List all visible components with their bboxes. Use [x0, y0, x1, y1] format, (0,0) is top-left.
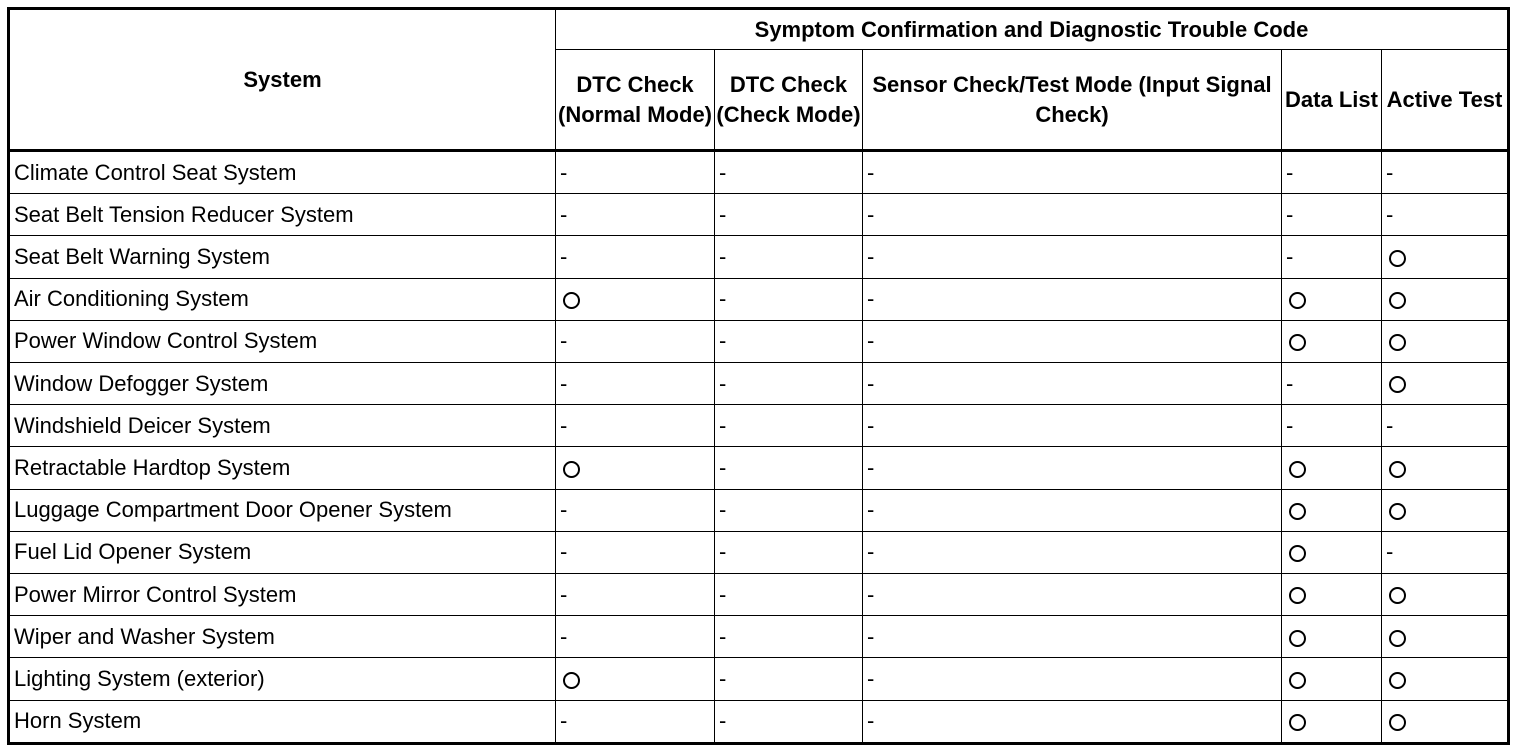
- cell-data-list: [1282, 320, 1382, 362]
- dash-mark: -: [1286, 244, 1294, 269]
- cell-sensor-check: [863, 616, 1282, 658]
- dash-mark: -: [719, 370, 727, 396]
- cell-dtc-normal: [556, 363, 715, 405]
- cell-dtc-check: [715, 363, 863, 405]
- dash-mark: -: [1286, 201, 1294, 227]
- cell-active-test: [1382, 700, 1509, 743]
- table-row: [9, 616, 1509, 658]
- table-row: [9, 574, 1509, 616]
- circle-mark-icon: [563, 292, 580, 309]
- dash-mark: -: [867, 455, 875, 481]
- cell-dtc-check: [715, 405, 863, 447]
- cell-dtc-normal: [556, 616, 715, 658]
- dash-mark: -: [867, 581, 875, 607]
- dash-mark: -: [560, 497, 568, 523]
- cell-system-name: Retractable Hardtop System: [9, 447, 556, 489]
- dash-mark: -: [867, 539, 875, 565]
- dash-mark: -: [867, 159, 875, 185]
- cell-system-name: Air Conditioning System: [9, 278, 556, 320]
- table-row: [9, 658, 1509, 700]
- dash-mark: -: [719, 159, 727, 185]
- header-group: Symptom Confirmation and Diagnostic Trouble Code: [556, 9, 1509, 50]
- dash-mark: -: [560, 328, 568, 354]
- circle-mark-icon: [1389, 376, 1406, 393]
- circle-mark-icon: [1389, 250, 1406, 267]
- table-row: [9, 363, 1509, 405]
- dash-mark: -: [560, 539, 568, 565]
- cell-sensor-check: [863, 447, 1282, 489]
- table-row: [9, 320, 1509, 362]
- header-active-test: Active Test: [1382, 50, 1509, 151]
- cell-sensor-check: [863, 405, 1282, 447]
- cell-active-test: [1382, 658, 1509, 700]
- dash-mark: -: [719, 412, 727, 438]
- cell-sensor-check: [863, 194, 1282, 236]
- dash-mark: -: [867, 244, 875, 269]
- cell-dtc-check: [715, 489, 863, 531]
- cell-sensor-check: [863, 363, 1282, 405]
- dash-mark: -: [719, 244, 727, 269]
- cell-active-test: [1382, 447, 1509, 489]
- table-row: [9, 151, 1509, 194]
- header-data-list: Data List: [1282, 50, 1382, 151]
- cell-data-list: [1282, 278, 1382, 320]
- circle-mark-icon: [1389, 714, 1406, 731]
- cell-data-list: [1282, 489, 1382, 531]
- cell-dtc-check: [715, 320, 863, 362]
- cell-system-name: Power Window Control System: [9, 320, 556, 362]
- header-system: System: [9, 9, 556, 151]
- cell-active-test: [1382, 489, 1509, 531]
- cell-sensor-check: [863, 531, 1282, 573]
- cell-data-list: [1282, 700, 1382, 743]
- diagnostic-table: [7, 7, 1510, 745]
- table-body: [9, 151, 1509, 744]
- dash-mark: -: [560, 623, 568, 649]
- circle-mark-icon: [1289, 334, 1306, 351]
- dash-mark: -: [867, 666, 875, 692]
- cell-system-name: Horn System: [9, 700, 556, 743]
- cell-dtc-normal: [556, 194, 715, 236]
- cell-dtc-normal: [556, 405, 715, 447]
- cell-sensor-check: [863, 574, 1282, 616]
- cell-dtc-normal: [556, 531, 715, 573]
- dash-mark: -: [719, 201, 727, 227]
- cell-system-name: Wiper and Washer System: [9, 616, 556, 658]
- cell-data-list: [1282, 658, 1382, 700]
- cell-data-list: [1282, 405, 1382, 447]
- cell-sensor-check: [863, 236, 1282, 278]
- cell-active-test: [1382, 616, 1509, 658]
- cell-active-test: [1382, 194, 1509, 236]
- dash-mark: -: [719, 497, 727, 523]
- cell-dtc-normal: [556, 489, 715, 531]
- cell-system-name: Seat Belt Tension Reducer System: [9, 194, 556, 236]
- table-row: [9, 531, 1509, 573]
- dash-mark: -: [867, 286, 875, 312]
- dash-mark: -: [1386, 539, 1394, 565]
- cell-sensor-check: [863, 278, 1282, 320]
- dash-mark: -: [560, 201, 568, 227]
- table-row: [9, 236, 1509, 278]
- dash-mark: -: [719, 581, 727, 607]
- cell-active-test: [1382, 278, 1509, 320]
- cell-dtc-check: [715, 151, 863, 194]
- dash-mark: -: [719, 328, 727, 354]
- cell-active-test: [1382, 363, 1509, 405]
- table-row: [9, 278, 1509, 320]
- dash-mark: -: [867, 328, 875, 354]
- table-header: [9, 9, 1509, 151]
- dash-mark: -: [867, 201, 875, 227]
- cell-data-list: [1282, 447, 1382, 489]
- dash-mark: -: [1386, 412, 1394, 438]
- circle-mark-icon: [1289, 461, 1306, 478]
- cell-active-test: [1382, 320, 1509, 362]
- cell-system-name: Fuel Lid Opener System: [9, 531, 556, 573]
- table-row: [9, 700, 1509, 743]
- cell-dtc-check: [715, 658, 863, 700]
- dash-mark: -: [1386, 201, 1394, 227]
- cell-sensor-check: [863, 151, 1282, 194]
- cell-data-list: [1282, 236, 1382, 278]
- cell-dtc-normal: [556, 574, 715, 616]
- dash-mark: -: [560, 412, 568, 438]
- cell-system-name: Windshield Deicer System: [9, 405, 556, 447]
- dash-mark: -: [867, 497, 875, 523]
- circle-mark-icon: [1389, 672, 1406, 689]
- table-row: [9, 447, 1509, 489]
- cell-dtc-check: [715, 194, 863, 236]
- dash-mark: -: [1286, 159, 1294, 185]
- cell-system-name: Window Defogger System: [9, 363, 556, 405]
- dash-mark: -: [867, 370, 875, 396]
- dash-mark: -: [1286, 370, 1294, 396]
- cell-data-list: [1282, 194, 1382, 236]
- cell-active-test: [1382, 531, 1509, 573]
- circle-mark-icon: [1289, 672, 1306, 689]
- header-sensor-check: Sensor Check/Test Mode (Input Signal Check): [863, 50, 1282, 151]
- table-row: [9, 194, 1509, 236]
- table-row: [9, 405, 1509, 447]
- header-dtc-check: DTC Check (Check Mode): [715, 50, 863, 151]
- circle-mark-icon: [1389, 630, 1406, 647]
- cell-active-test: [1382, 405, 1509, 447]
- dash-mark: -: [1386, 159, 1394, 185]
- dash-mark: -: [560, 159, 568, 185]
- dash-mark: -: [719, 623, 727, 649]
- cell-dtc-normal: [556, 447, 715, 489]
- cell-active-test: [1382, 574, 1509, 616]
- table-row: [9, 489, 1509, 531]
- circle-mark-icon: [1289, 545, 1306, 562]
- dash-mark: -: [719, 539, 727, 565]
- dash-mark: -: [560, 708, 568, 734]
- cell-dtc-normal: [556, 320, 715, 362]
- cell-dtc-normal: [556, 236, 715, 278]
- dash-mark: -: [719, 708, 727, 734]
- dash-mark: -: [1286, 412, 1294, 438]
- circle-mark-icon: [1389, 292, 1406, 309]
- circle-mark-icon: [1289, 503, 1306, 520]
- circle-mark-icon: [1289, 714, 1306, 731]
- cell-dtc-check: [715, 236, 863, 278]
- cell-system-name: Luggage Compartment Door Opener System: [9, 489, 556, 531]
- circle-mark-icon: [1289, 292, 1306, 309]
- cell-active-test: [1382, 236, 1509, 278]
- circle-mark-icon: [1289, 587, 1306, 604]
- cell-sensor-check: [863, 320, 1282, 362]
- dash-mark: -: [867, 623, 875, 649]
- cell-data-list: [1282, 616, 1382, 658]
- cell-dtc-normal: [556, 700, 715, 743]
- cell-dtc-check: [715, 278, 863, 320]
- cell-system-name: Climate Control Seat System: [9, 151, 556, 194]
- cell-dtc-check: [715, 447, 863, 489]
- cell-dtc-normal: [556, 278, 715, 320]
- dash-mark: -: [719, 286, 727, 312]
- dash-mark: -: [560, 370, 568, 396]
- cell-sensor-check: [863, 658, 1282, 700]
- circle-mark-icon: [1289, 630, 1306, 647]
- cell-dtc-check: [715, 574, 863, 616]
- cell-system-name: Power Mirror Control System: [9, 574, 556, 616]
- cell-dtc-normal: [556, 151, 715, 194]
- circle-mark-icon: [1389, 503, 1406, 520]
- cell-dtc-check: [715, 531, 863, 573]
- dash-mark: -: [719, 666, 727, 692]
- cell-active-test: [1382, 151, 1509, 194]
- circle-mark-icon: [1389, 461, 1406, 478]
- dash-mark: -: [719, 455, 727, 481]
- cell-system-name: Seat Belt Warning System: [9, 236, 556, 278]
- cell-data-list: [1282, 363, 1382, 405]
- dash-mark: -: [867, 412, 875, 438]
- circle-mark-icon: [1389, 587, 1406, 604]
- cell-data-list: [1282, 574, 1382, 616]
- circle-mark-icon: [563, 461, 580, 478]
- cell-sensor-check: [863, 489, 1282, 531]
- circle-mark-icon: [1389, 334, 1406, 351]
- cell-dtc-check: [715, 616, 863, 658]
- cell-dtc-check: [715, 700, 863, 743]
- dash-mark: -: [560, 581, 568, 607]
- cell-system-name: Lighting System (exterior): [9, 658, 556, 700]
- cell-data-list: [1282, 151, 1382, 194]
- cell-dtc-normal: [556, 658, 715, 700]
- dash-mark: -: [867, 708, 875, 734]
- circle-mark-icon: [563, 672, 580, 689]
- header-dtc-normal: DTC Check (Normal Mode): [556, 50, 715, 151]
- cell-sensor-check: [863, 700, 1282, 743]
- dash-mark: -: [560, 244, 568, 269]
- cell-data-list: [1282, 531, 1382, 573]
